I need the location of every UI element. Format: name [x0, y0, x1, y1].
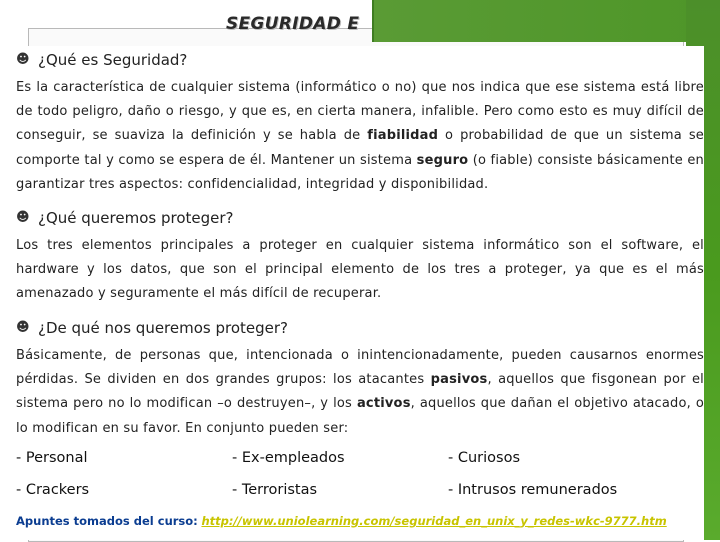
- bullet-icon: ☻: [16, 210, 30, 225]
- section-paragraph-3: [16, 344, 704, 441]
- section-heading-text: ¿De qué nos queremos proteger?: [38, 319, 289, 337]
- bullet-icon: ☻: [16, 52, 30, 67]
- section-heading-text: ¿Qué es Seguridad?: [38, 51, 188, 69]
- source-footer: [16, 514, 704, 534]
- section-heading-3: [16, 316, 288, 340]
- emphasis-text: seguro: [416, 152, 469, 168]
- paragraph-text: , aquellos que dañan el objetivo atacado, o lo modifican en su favor. En conjunto pueden ser:: [16, 396, 705, 436]
- paragraph-text: o probabilidad de que un sistema se comporte tal y como se espera de él. Mantener un sistema: [16, 128, 704, 168]
- section-heading-1: [16, 48, 187, 72]
- paragraph-text: (o fiable) consiste básicamente en garantizar tres aspectos: confidencialidad, integridad y disponibilidad.: [16, 152, 704, 192]
- section-paragraph-1: [16, 76, 704, 197]
- emphasis-text: activos: [356, 396, 411, 412]
- course-link[interactable]: http://www.uniolearning.com/seguridad_en_unix_y_redes-wkc-9777.htm: [201, 514, 667, 528]
- slide-content: [16, 46, 704, 540]
- paragraph-text: Es la característica de cualquier sistema (informático o no) que nos indica que ese sistema está libre de todo peligro, daño o riesgo, y que es, en cierta manera, infalible. Pero como esto es muy difícil de conseguir, se suaviza la definición y se habla de: [16, 80, 704, 144]
- attacker-item: - Ex-empleados: [232, 450, 345, 466]
- section-heading-text: ¿Qué queremos proteger?: [38, 209, 234, 227]
- attacker-item: - Personal: [16, 450, 88, 466]
- section-heading-2: [16, 206, 234, 230]
- attacker-item: - Terroristas: [232, 482, 318, 498]
- attacker-item: - Intrusos remunerados: [448, 482, 618, 498]
- slide-title: SEGURIDAD E: [226, 14, 360, 34]
- bullet-icon: ☻: [16, 320, 30, 335]
- footer-label: Apuntes tomados del curso:: [16, 514, 198, 528]
- emphasis-text: fiabilidad: [367, 128, 439, 144]
- emphasis-text: pasivos: [430, 372, 488, 388]
- attacker-item: - Crackers: [16, 482, 90, 498]
- paragraph-text: Básicamente, de personas que, intencionada o inintencionadamente, pueden causarnos enormes pérdidas. Se dividen en dos grandes grupos: los atacantes: [16, 348, 704, 388]
- attacker-item: - Curiosos: [448, 450, 520, 466]
- paragraph-text: Los tres elementos principales a proteger en cualquier sistema informático son el software, el hardware y los datos, que son el principal elemento de los tres a proteger, ya que es el más amenazado y seguramente el más difícil de recuperar.: [16, 238, 704, 302]
- paragraph-text: , aquellos que fisgonean por el sistema pero no lo modifican –o destruyen–, y los: [16, 372, 704, 412]
- section-paragraph-2: [16, 234, 704, 307]
